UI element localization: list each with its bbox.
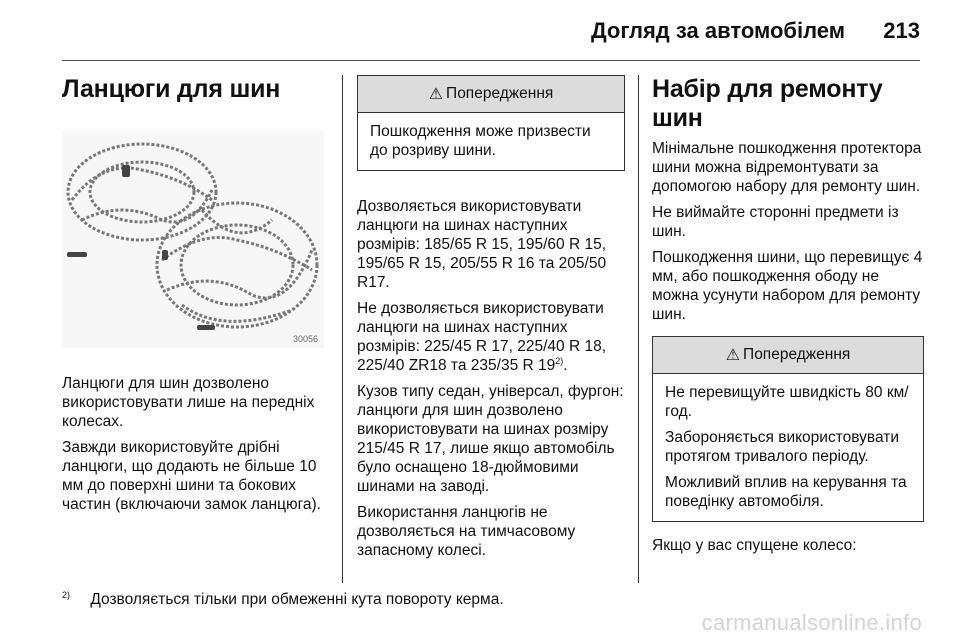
paragraph: Ланцюги для шин дозволено використовувати лише на передніх колесах.: [62, 375, 315, 430]
paragraph-text: Не дозволяється використовувати ланцюги на шинах наступних розмірів: 225/45 R 17, 225/40 R 18, 225/40 ZR18 та 235/35 R 19: [357, 300, 607, 374]
warning-box: [652, 336, 924, 522]
warning-title: Попередження: [743, 346, 851, 363]
page-number: 213: [883, 18, 920, 43]
warning-text: Пошкодження може призвести до розриву шини.: [370, 123, 591, 159]
warning-header: [653, 337, 923, 374]
warning-title: Попередження: [446, 85, 554, 102]
warning-header: [358, 76, 624, 113]
paragraph: Не виймайте сторонні предмети із шин.: [652, 204, 899, 240]
chapter-title: Догляд за автомобілем: [590, 18, 845, 43]
section-heading-snow-chains: Ланцюги для шин: [62, 75, 281, 103]
paragraph: Використання ланцюгів не дозволяється на тимчасовому запасному колесі.: [357, 504, 576, 559]
footnote: [62, 590, 504, 609]
column-1: [62, 75, 330, 521]
paragraph: Якщо у вас спущене колесо:: [652, 537, 857, 554]
footnote-reference: 2): [555, 355, 564, 366]
page-header: [0, 0, 960, 62]
footnote-text: Дозволяється тільки при обмеженні кута повороту керма.: [90, 591, 504, 609]
column-divider-1: [342, 75, 343, 583]
warning-triangle-icon: ⚠: [428, 86, 444, 103]
snow-chains-illustration: [62, 130, 324, 348]
warning-body: [358, 113, 624, 170]
paragraph: Мінімальне пошкодження протектора шини можна відремонтувати за допомогою набору для ремонту шин.: [652, 140, 922, 195]
footnote-mark: 2): [62, 590, 71, 600]
warning-box: [357, 75, 625, 171]
body-text: [357, 197, 625, 560]
column-2: [357, 75, 625, 567]
snow-chains-drawing: [62, 130, 324, 348]
paragraph: Пошкодження шини, що перевищує 4 мм, або пошкодження ободу не можна усунути набором для ремонту шин.: [652, 249, 923, 323]
warning-text: Можливий вплив на керування та поведінку автомобіля.: [665, 474, 907, 510]
paragraph: Завжди використовуйте дрібні ланцюги, що додають не більше 10 мм до поверхні шини та бокових частин (включаючи замок ланцюга).: [62, 439, 321, 513]
figure-code: 30056: [292, 334, 318, 344]
warning-triangle-icon: ⚠: [725, 347, 741, 364]
warning-text: Не перевищуйте швидкість 80 км/год.: [665, 384, 909, 420]
column-3: [652, 75, 924, 562]
watermark: carmanualsonline.info: [701, 610, 922, 635]
sentence-end: .: [563, 357, 568, 374]
paragraph: [357, 299, 625, 375]
paragraph: Дозволяється використовувати ланцюги на шинах наступних розмірів: 185/65 R 15, 195/60 R 15, 195/65 R 15, 205/55 R 16 та 205/50 R17.: [357, 198, 607, 291]
warning-text: Забороняється використовувати протягом тривалого періоду.: [665, 429, 899, 465]
paragraph: Кузов типу седан, універсал, фургон: ланцюги для шин дозволено використовувати на шинах розміру 215/45 R 17, лише якщо автомобіль було оснащено 18-дюймовими шинами на заводі.: [357, 383, 624, 495]
section-heading-tyre-repair-kit: Набір для ремонту шин: [652, 75, 883, 132]
warning-body: [653, 374, 923, 521]
header-rule: [62, 60, 920, 61]
column-divider-2: [638, 75, 639, 583]
